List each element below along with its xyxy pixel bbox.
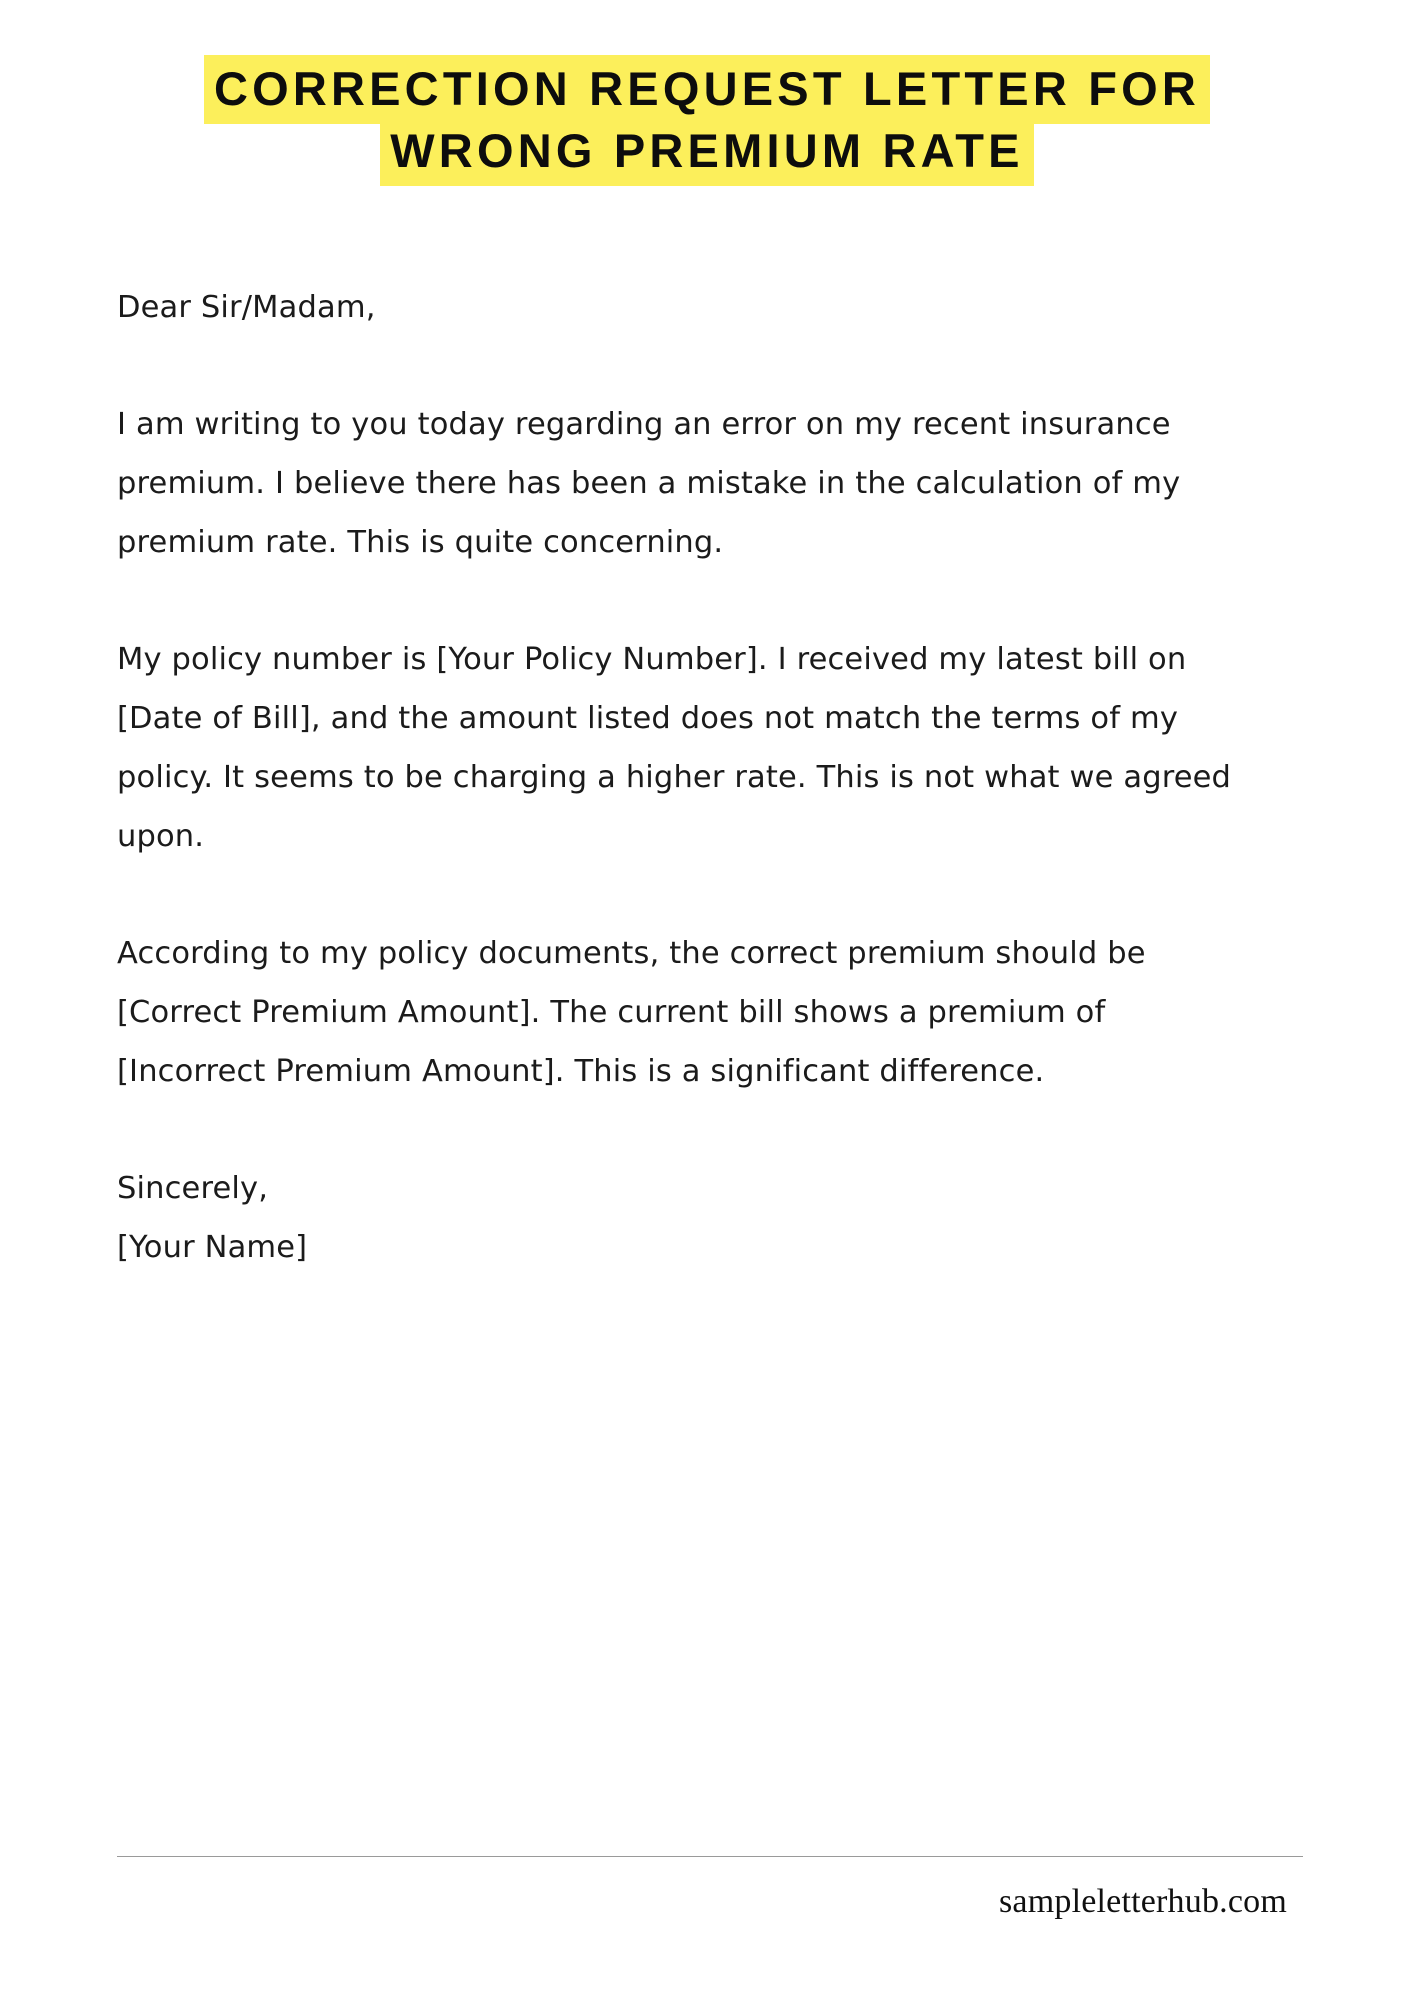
page-title [0, 58, 1414, 182]
title-line-2 [58, 120, 1356, 182]
title-line-1-highlight: CORRECTION REQUEST LETTER FOR [204, 55, 1210, 124]
footer-divider [117, 1856, 1303, 1857]
paragraph-2: My policy number is [Your Policy Number]. I received my latest bill on [Date of Bill], and the amount listed does not match the terms of my policy. It seems to be charging a higher rate. This is not what we agreed upon. [117, 642, 1232, 854]
paragraph-1: I am writing to you today regarding an error on my recent insurance premium. I believe there has been a mistake in the calculation of my premium rate. This is quite concerning. [117, 407, 1181, 560]
closing: Sincerely, [117, 1171, 269, 1206]
letter-body [117, 278, 1317, 1277]
title-line-1 [58, 58, 1356, 120]
salutation: Dear Sir/Madam, [117, 290, 376, 325]
paragraph-3: According to my policy documents, the correct premium should be [Correct Premium Amount]. The current bill shows a premium of [Incorrect Premium Amount]. This is a significant difference. [117, 936, 1146, 1089]
signature: [Your Name] [117, 1230, 308, 1265]
footer-website-url: sampleletterhub.com [999, 1883, 1287, 1920]
title-line-2-highlight: WRONG PREMIUM RATE [380, 117, 1033, 186]
